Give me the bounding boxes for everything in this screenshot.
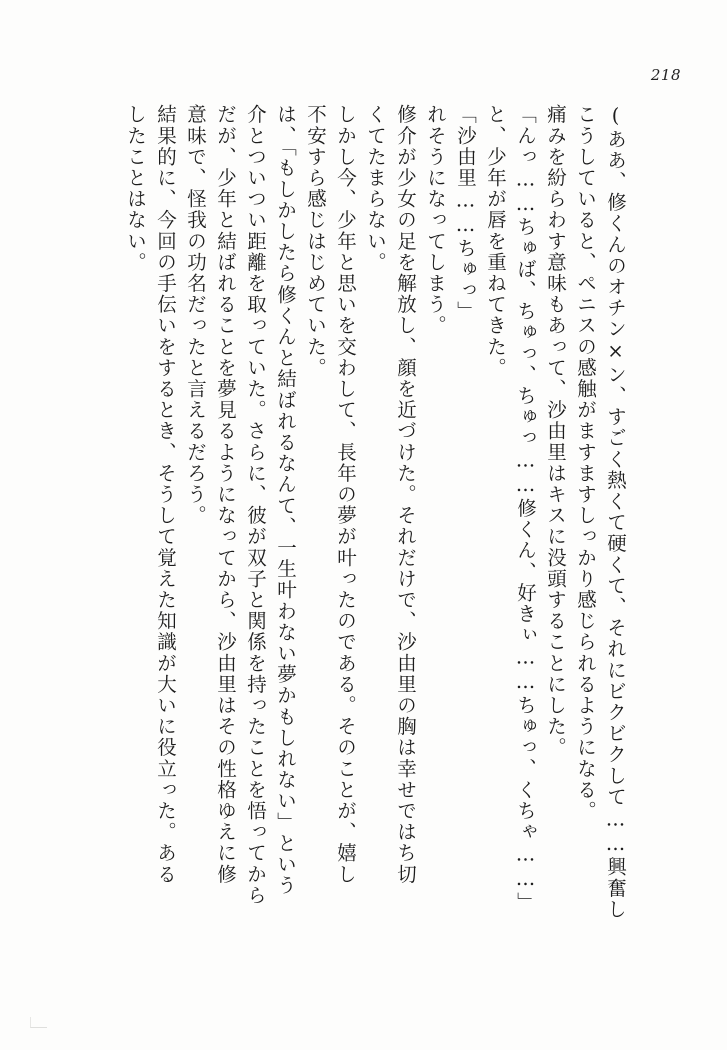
vertical-text-body <box>115 104 675 964</box>
text-column: したことはない。 <box>124 104 147 273</box>
text-column: 不安すら感じはじめていた。 <box>304 104 327 379</box>
page-corner-mark <box>30 1017 47 1028</box>
text-column: だが、少年と結ばれることを夢見るようになってから、沙由里はその性格ゆえに修 <box>214 104 237 885</box>
text-column: (ああ、修くんのオチン×ン、すごく熱くて硬くて、それにビクビクして……興奮し <box>604 104 627 920</box>
text-column: 意味で、怪我の功名だったと言えるだろう。 <box>184 104 207 526</box>
text-column: 「沙由里……ちゅっ」 <box>454 104 477 322</box>
text-column: 介とついつい距離を取っていた。さらに、彼が双子と関係を持ったことを悟ってから <box>244 104 267 906</box>
text-column: 修介が少女の足を解放し、顔を近づけた。それだけで、沙由里の胸は幸せではち切 <box>394 104 417 885</box>
text-column: 痛みを紛らわす意味もあって、沙由里はキスに没頭することにした。 <box>544 104 567 759</box>
text-column: 「んっ……ちゅば、ちゅっ、ちゅっ……修くん、好きぃ……ちゅっ、くちゃ……」 <box>514 104 537 913</box>
text-column: は、「もしかしたら修くんと結ばれるなんて、一生叶わない夢かもしれない」という <box>274 104 297 897</box>
text-column: 結果的に、今回の手伝いをするとき、そうして覚えた知識が大いに役立った。ある <box>154 104 177 885</box>
page-number: 218 <box>650 66 681 84</box>
text-column: くてたまらない。 <box>364 104 387 273</box>
text-column: こうしていると、ペニスの感触がますますしっかり感じられるようになる。 <box>574 104 597 822</box>
text-column: れそうになってしまう。 <box>424 104 447 337</box>
text-column: と、少年が唇を重ねてきた。 <box>484 104 507 379</box>
text-column: しかし今、少年と思いを交わして、長年の夢が叶ったのである。そのことが、嬉し <box>334 104 357 885</box>
